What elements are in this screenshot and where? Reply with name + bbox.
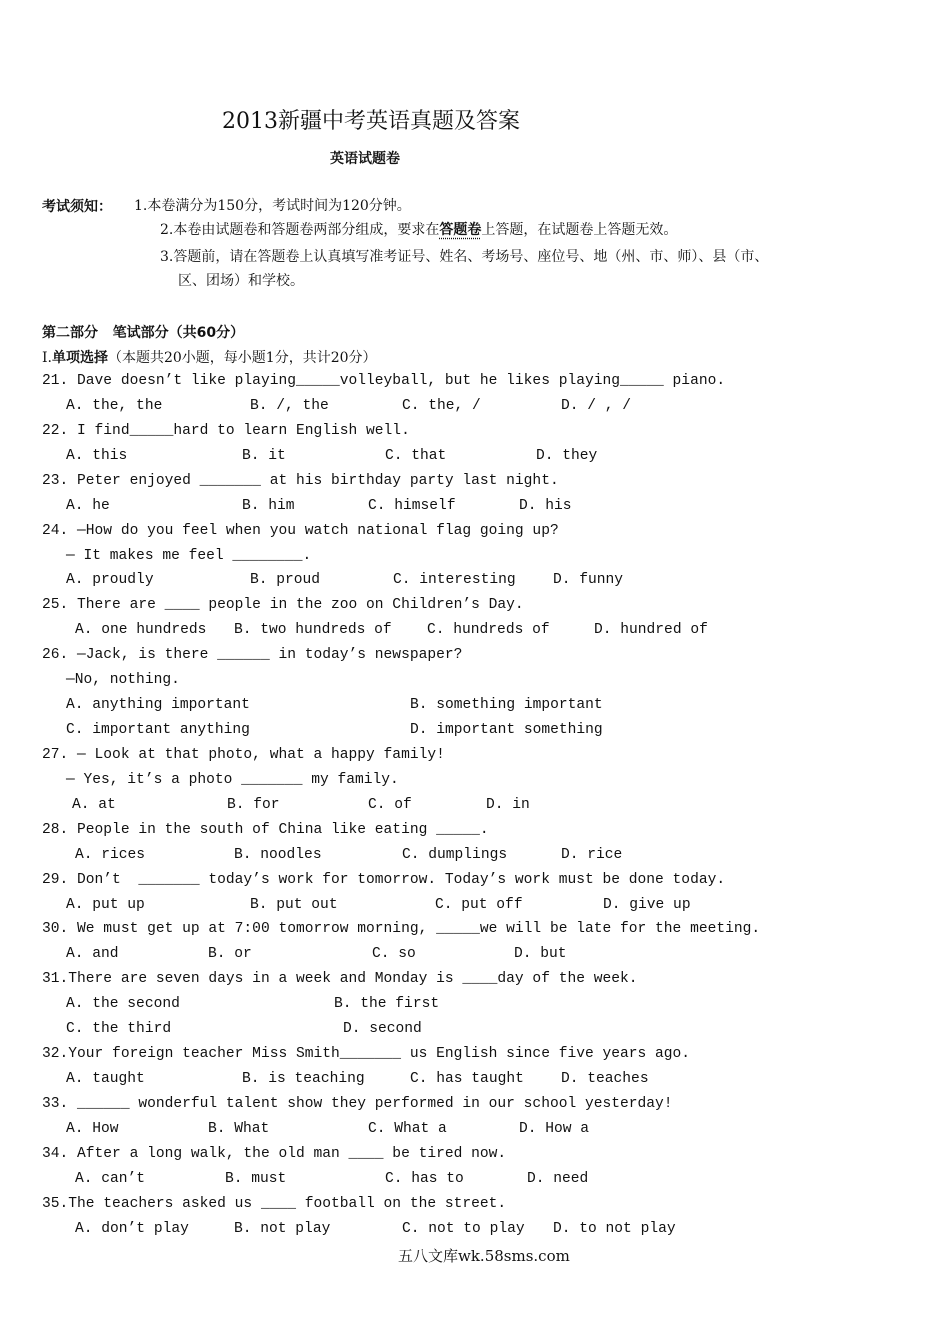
document-subtitle: 英语试题卷 (330, 151, 400, 167)
answer-option: C. the, / (402, 397, 481, 414)
answer-option: A. don’t play (75, 1220, 189, 1237)
answer-option: B. is teaching (242, 1071, 365, 1088)
notice-item-2-pre: 2.本卷由试题卷和答题卷两部分组成，要求在 (160, 222, 440, 238)
question-stem: 25. There are ____ people in the zoo on Children’s Day. (42, 597, 524, 614)
answer-option: B. What (208, 1120, 270, 1137)
answer-option: B. must (225, 1170, 287, 1187)
question-stem: 28. People in the south of China like eating _____. (42, 821, 489, 838)
answer-option: D. important something (410, 722, 603, 739)
answer-option: C. not to play (402, 1220, 525, 1237)
part-label: 单项选择 (51, 350, 108, 366)
answer-option: B. or (208, 946, 252, 963)
notice-item-3-line-2: 区、团场）和学校。 (178, 273, 304, 289)
notice-item-2 (160, 220, 677, 240)
answer-option: C. dumplings (402, 846, 508, 863)
question-stem: 32.Your foreign teacher Miss Smith_______ us English since five years ago. (42, 1046, 691, 1063)
part-roman: I. (42, 350, 52, 366)
question-stem: 29. Don’t _______ today’s work for tomorrow. Today’s work must be done today. (42, 871, 726, 888)
question-dialogue-line: — Yes, it’s a photo _______ my family. (66, 771, 399, 788)
answer-option: D. to not play (553, 1220, 676, 1237)
question-stem: 31.There are seven days in a week and Monday is ____day of the week. (42, 971, 638, 988)
answer-option: A. one hundreds (75, 622, 207, 639)
answer-option: B. noodles (234, 846, 322, 863)
answer-option: A. put up (66, 896, 145, 913)
answer-option: D. How a (519, 1120, 590, 1137)
question-stem: 22. I find_____hard to learn English well. (42, 422, 410, 439)
answer-option: C. interesting (393, 572, 516, 589)
answer-option: B. the first (334, 996, 440, 1013)
question-stem: 24. —How do you feel when you watch national flag going up? (42, 522, 559, 539)
answer-option: C. has taught (410, 1071, 524, 1088)
answer-option: A. rices (75, 846, 146, 863)
question-stem: 34. After a long walk, the old man ____ be tired now. (42, 1145, 507, 1162)
part-title (42, 347, 377, 367)
answer-option: A. this (66, 447, 128, 464)
answer-option: C. himself (368, 497, 456, 514)
answer-option: A. taught (66, 1071, 145, 1088)
answer-option: C. What a (368, 1120, 447, 1137)
answer-option: C. put off (435, 896, 523, 913)
answer-option: B. proud (250, 572, 321, 589)
answer-option: C. of (368, 796, 412, 813)
question-stem: 35.The teachers asked us ____ football on the street. (42, 1195, 507, 1212)
answer-option: A. proudly (66, 572, 154, 589)
question-stem: 26. —Jack, is there ______ in today’s newspaper? (42, 647, 463, 664)
answer-option: D. in (486, 796, 530, 813)
answer-option: C. has to (385, 1170, 464, 1187)
answer-option: D. give up (603, 896, 691, 913)
answer-option: C. the third (66, 1021, 172, 1038)
notice-item-2-post: 上答题，在试题卷上答题无效。 (481, 222, 678, 238)
answer-option: A. can’t (75, 1170, 146, 1187)
question-stem: 21. Dave doesn’t like playing_____volleyball, but he likes playing_____ piano. (42, 373, 726, 389)
answer-option: D. hundred of (594, 622, 708, 639)
answer-option: B. not play (234, 1220, 331, 1237)
answer-option: A. he (66, 497, 110, 514)
answer-option: A. the, the (66, 397, 163, 414)
answer-option: D. second (343, 1021, 422, 1038)
footer-watermark: 五八文库wk.58sms.com (398, 1247, 570, 1265)
notice-item-1: 1.本卷满分为150分，考试时间为120分钟。 (134, 198, 411, 214)
notice-item-3-line-1: 3.答题前，请在答题卷上认真填写准考证号、姓名、考场号、座位号、地（州、市、师）、县（市、 (160, 249, 769, 265)
question-stem: 23. Peter enjoyed _______ at his birthday party last night. (42, 472, 559, 489)
answer-option: D. funny (553, 572, 624, 589)
answer-option: B. put out (250, 896, 338, 913)
answer-option: B. for (227, 796, 280, 813)
answer-option: B. /, the (250, 397, 329, 414)
question-dialogue-line: — It makes me feel ________. (66, 547, 312, 564)
answer-option: D. his (519, 497, 572, 514)
answer-option: D. they (536, 447, 598, 464)
answer-option: D. / , / (561, 397, 632, 414)
question-dialogue-line: —No, nothing. (66, 672, 180, 689)
answer-option: A. How (66, 1120, 119, 1137)
notice-item-2-emphasis: 答题卷 (439, 222, 482, 238)
answer-option: A. the second (66, 996, 180, 1013)
question-stem: 27. — Look at that photo, what a happy family! (42, 746, 445, 763)
question-stem: 33. ______ wonderful talent show they performed in our school yesterday! (42, 1095, 673, 1112)
answer-option: B. two hundreds of (234, 622, 392, 639)
answer-option: B. something important (410, 697, 603, 714)
answer-option: A. at (72, 796, 116, 813)
answer-option: D. teaches (561, 1071, 649, 1088)
answer-option: A. and (66, 946, 119, 963)
answer-option: C. that (385, 447, 447, 464)
answer-option: C. hundreds of (427, 622, 550, 639)
answer-option: C. so (372, 946, 416, 963)
notice-label: 考试须知： (42, 199, 112, 215)
document-title: 2013新疆中考英语真题及答案 (222, 109, 520, 134)
answer-option: B. him (242, 497, 295, 514)
answer-option: A. anything important (66, 697, 250, 714)
answer-option: D. rice (561, 846, 623, 863)
answer-option: B. it (242, 447, 286, 464)
answer-option: D. need (527, 1170, 589, 1187)
question-stem: 30. We must get up at 7:00 tomorrow morning, _____we will be late for the meeting. (42, 921, 761, 938)
answer-option: D. but (514, 946, 567, 963)
answer-option: C. important anything (66, 722, 250, 739)
section-title: 第二部分 笔试部分（共60分） (42, 325, 245, 341)
part-description: （本题共20小题，每小题1分，共计20分） (107, 350, 377, 366)
